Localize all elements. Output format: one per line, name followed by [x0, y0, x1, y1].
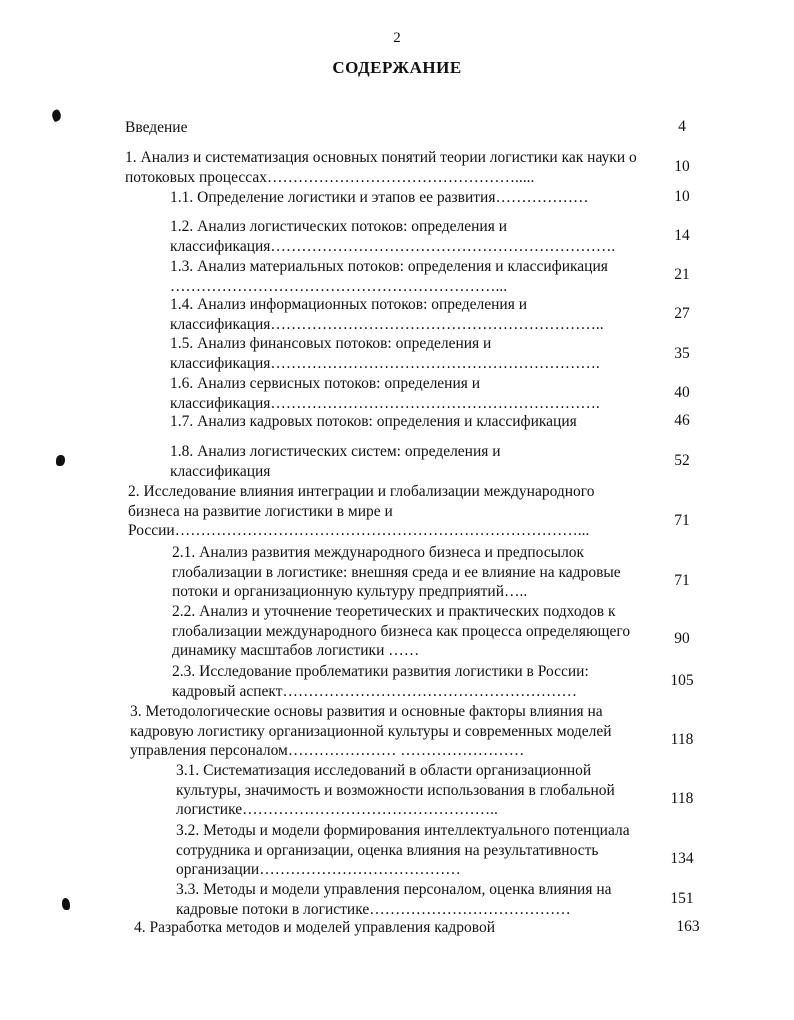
toc-entry: 3.3. Методы и модели управления персоналом, оценка влияния на кадровые потоки в логистике…………………………………	[176, 881, 612, 918]
toc-entry: 1.8. Анализ логистических систем: определения и классификация	[170, 443, 501, 480]
scan-mark	[62, 898, 70, 910]
toc-page: 35	[674, 345, 690, 362]
toc-entry: 1.4. Анализ информационных потоков: определения и классификация………………………………………………………..	[170, 296, 604, 333]
toc-entry: 1.5. Анализ финансовых потоков: определения и классификация……………………………………………………….	[170, 335, 600, 372]
toc-entry: 2.1. Анализ развития международного бизнеса и предпосылок глобализации в логистике: внешняя среда и ее влияние на кадровые потоки и организационную культуру предприятий…..	[172, 544, 621, 600]
toc-page: 46	[674, 412, 690, 429]
toc-entry: 2.2. Анализ и уточнение теоретических и практических подходов к глобализации международного бизнеса как процесса определяющего динамику масштабов логистики ……	[172, 603, 631, 659]
toc-page: 105	[670, 672, 694, 689]
toc-entry: 3.2. Методы и модели формирования интеллектуального потенциала сотрудника и организации, оценка влияния на результативность организации…………………………………	[176, 822, 630, 878]
toc-page: 21	[674, 266, 690, 283]
toc-page: 118	[670, 731, 694, 748]
toc-entry: 3.1. Систематизация исследований в области организационной культуры, значимость и возможности использования в глобальной логистике…………………………………………..	[176, 762, 615, 818]
toc-page: 14	[674, 227, 690, 244]
toc-entry: 1.6. Анализ сервисных потоков: определения и классификация……………………………………………………….	[170, 375, 600, 412]
toc-page: 163	[676, 918, 700, 935]
toc-page: 27	[674, 305, 690, 322]
page-number: 2	[393, 30, 401, 46]
page-title: СОДЕРЖАНИЕ	[332, 58, 462, 77]
scan-mark	[50, 109, 63, 123]
toc-page: 71	[674, 572, 690, 589]
toc-page: 71	[674, 512, 690, 529]
toc-page: 134	[670, 850, 694, 867]
toc-page: 90	[674, 630, 690, 647]
toc-entry: 1. Анализ и систематизация основных понятий теории логистики как науки о потоковых процессах………………………………………….....	[125, 149, 637, 186]
scan-mark	[56, 455, 65, 466]
toc-entry: 1.7. Анализ кадровых потоков: определения и классификация	[170, 413, 577, 430]
toc-entry: 4. Разработка методов и моделей управления кадровой	[134, 919, 496, 936]
toc-entry: 3. Методологические основы развития и основные факторы влияния на кадровую логистику организационной культуры и современных моделей управления персоналом………………… ……………………	[130, 703, 612, 759]
toc-page: 10	[674, 188, 690, 205]
toc-page: 40	[674, 384, 690, 401]
toc-entry: 1.3. Анализ материальных потоков: определения и классификация ………………………………………………………...	[170, 258, 608, 295]
toc-entry: Введение	[125, 119, 188, 136]
toc-page: 52	[674, 452, 690, 469]
toc-page: 10	[674, 158, 690, 175]
toc-page: 151	[670, 890, 694, 907]
toc-page: 118	[670, 790, 694, 807]
toc-entry: 2.3. Исследование проблематики развития логистики в России: кадровый аспект…………………………………………………	[172, 663, 589, 700]
toc-entry: 1.2. Анализ логистических потоков: определения и классификация………………………………………………………….	[170, 218, 616, 255]
toc-page: 4	[678, 118, 686, 135]
toc-entry: 1.1. Определение логистики и этапов ее развития………………	[170, 189, 589, 206]
toc-entry: 2. Исследование влияния интеграции и глобализации международного бизнеса на развитие логистики в мире и России……………………………………………………………………...	[128, 483, 595, 539]
